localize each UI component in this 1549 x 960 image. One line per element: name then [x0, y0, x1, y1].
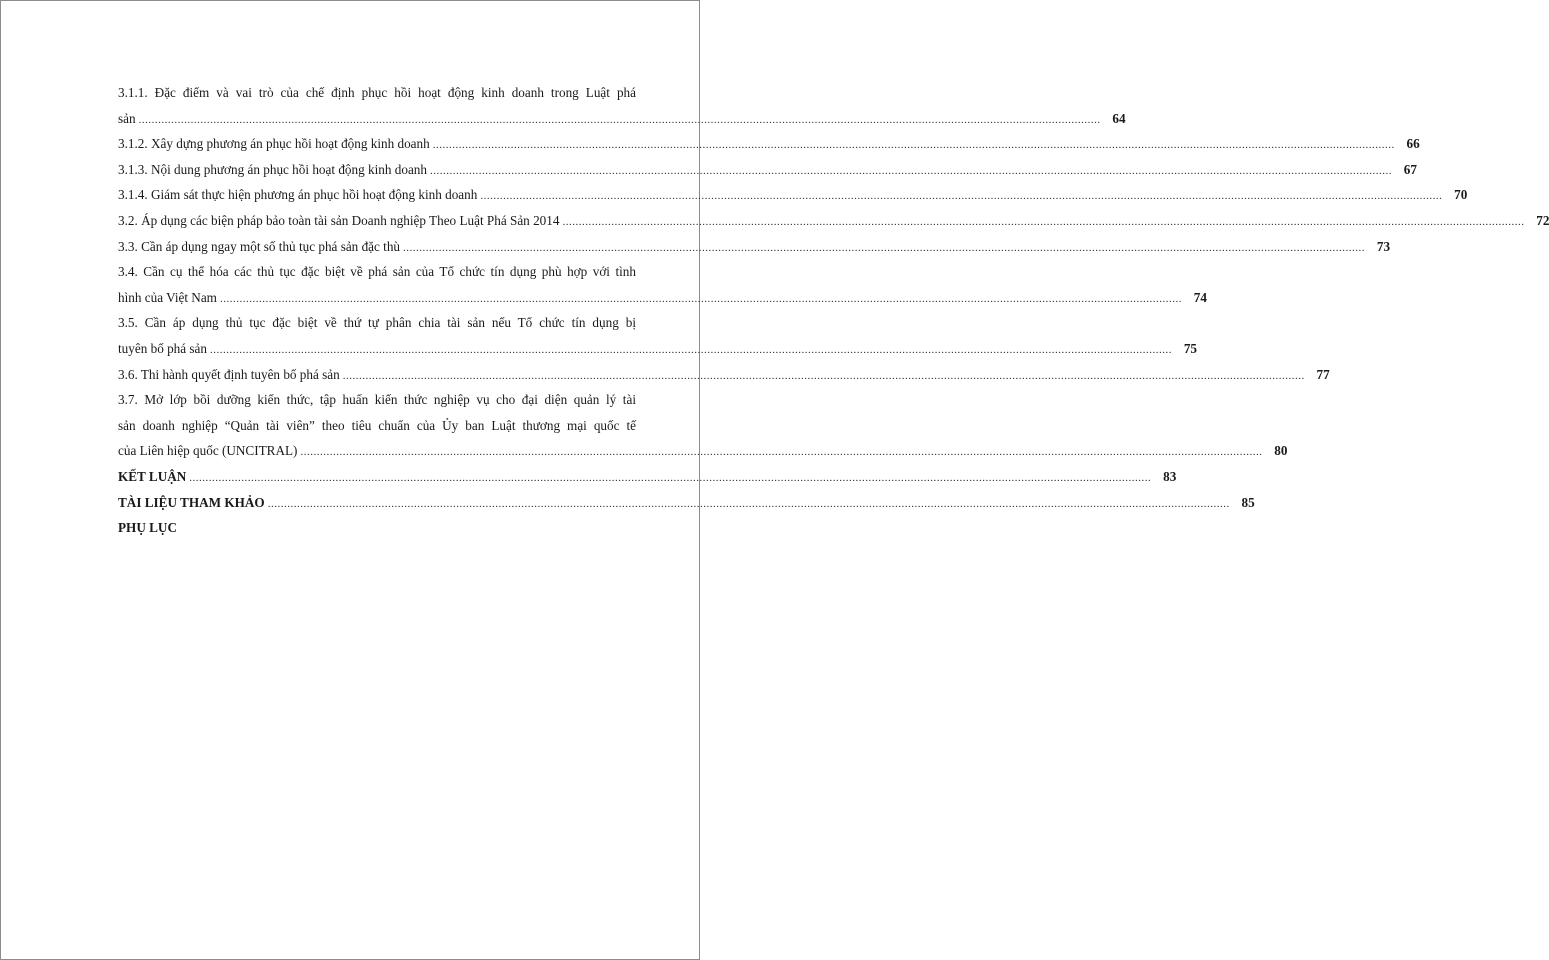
toc-entry-text: PHỤ LỤC [118, 520, 177, 536]
toc-entry-text: của Liên hiệp quốc (UNCITRAL) [118, 443, 298, 459]
toc-entry-text: 3.5. Cần áp dụng thủ tục đặc biệt về thứ tự phân chia tài sản nếu Tổ chức tín dụng bị [118, 315, 636, 331]
dot-leader [210, 338, 1172, 364]
dot-leader [403, 236, 1365, 262]
table-of-contents [118, 80, 1549, 541]
dot-leader [562, 210, 1524, 236]
toc-entry-text: 3.3. Cần áp dụng ngay một số thủ tục phá sản đặc thù [118, 238, 401, 254]
dot-leader [139, 108, 1101, 134]
toc-entry-text: sản [118, 110, 136, 126]
toc-entry-text: 3.1.1. Đặc điểm và vai trò của chế định phục hồi hoạt động kinh doanh trong Luật phá [118, 85, 636, 100]
dot-leader [189, 466, 1151, 492]
toc-entry-text: 3.1.4. Giám sát thực hiện phương án phục hồi hoạt động kinh doanh [118, 187, 478, 203]
dot-leader [343, 364, 1305, 390]
toc-entry-3-1-4[interactable] [118, 182, 1468, 208]
dot-leader [433, 133, 1395, 159]
toc-page-number: 83 [1163, 468, 1177, 484]
toc-entry-text: KẾT LUẬN [118, 468, 187, 484]
toc-page-number: 67 [1403, 161, 1417, 177]
toc-entry-text: 3.2. Áp dụng các biện pháp bảo toàn tài sản Doanh nghiệp Theo Luật Phá Sản 2014 [118, 212, 560, 228]
toc-entry-text: 3.4. Cần cụ thể hóa các thủ tục đặc biệt về phá sản của Tổ chức tín dụng phù hợp với tình [118, 264, 636, 280]
toc-entry-references[interactable] [118, 490, 1255, 516]
toc-entry-3-1-2[interactable] [118, 131, 1420, 157]
toc-entry-3-7[interactable] [118, 387, 1288, 464]
toc-entry-text: sản doanh nghiệp “Quản tài viên” theo tiêu chuẩn của Ủy ban Luật thương mại quốc tế [118, 417, 636, 433]
toc-entry-appendix[interactable] [118, 515, 636, 541]
toc-page-number: 85 [1241, 494, 1255, 510]
dot-leader [268, 492, 1230, 518]
toc-page-number: 64 [1112, 110, 1126, 126]
dot-leader [480, 184, 1442, 210]
toc-entry-3-5[interactable] [118, 310, 1197, 361]
toc-page-number: 75 [1183, 340, 1197, 356]
toc-entry-text: tuyên bố phá sản [118, 340, 207, 356]
dot-leader [430, 159, 1392, 185]
toc-page-number: 80 [1274, 443, 1288, 459]
toc-entry-text: 3.7. Mở lớp bồi dưỡng kiến thức, tập huấn kiến thức nghiệp vụ cho đại diện quản lý tài [118, 392, 636, 408]
toc-entry-text: hình của Việt Nam [118, 289, 217, 305]
toc-page-number: 77 [1316, 366, 1330, 382]
toc-page-number: 70 [1454, 187, 1468, 203]
toc-entry-3-2[interactable] [118, 208, 1549, 234]
toc-page-number: 66 [1406, 136, 1420, 152]
toc-entry-conclusion[interactable] [118, 464, 1177, 490]
toc-entry-3-1-1[interactable] [118, 80, 1126, 131]
toc-page-number: 74 [1193, 289, 1207, 305]
toc-page-number: 73 [1376, 238, 1391, 254]
toc-entry-3-4[interactable] [118, 259, 1207, 310]
toc-entry-3-3[interactable] [118, 234, 1391, 260]
toc-entry-text: 3.1.3. Nội dung phương án phục hồi hoạt động kinh doanh [118, 161, 427, 177]
toc-entry-text: 3.1.2. Xây dựng phương án phục hồi hoạt động kinh doanh [118, 136, 430, 152]
toc-entry-3-1-3[interactable] [118, 157, 1417, 183]
toc-entry-3-6[interactable] [118, 362, 1330, 388]
dot-leader [220, 287, 1182, 313]
dot-leader [300, 440, 1262, 466]
toc-entry-text: TÀI LIỆU THAM KHẢO [118, 494, 265, 510]
toc-page-number: 72 [1536, 212, 1549, 228]
toc-entry-text: 3.6. Thi hành quyết định tuyên bố phá sản [118, 366, 340, 382]
